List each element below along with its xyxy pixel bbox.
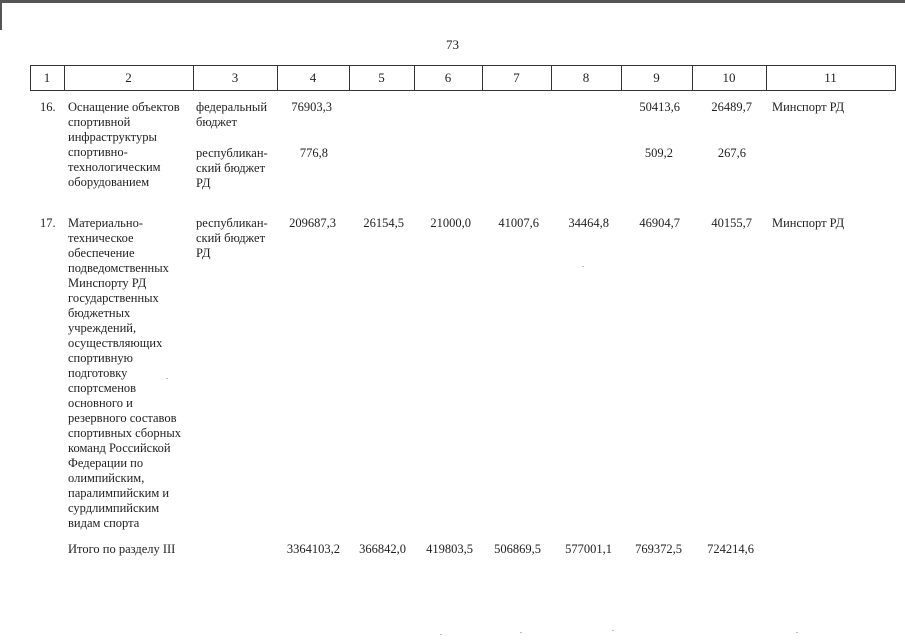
header-col-5: 5 [378,70,385,85]
total-c9: 769372,5 [635,542,682,556]
scan-top-edge [0,0,905,3]
header-col-1: 1 [43,70,51,85]
row-17-number: 17. [40,216,56,230]
row-16-source-republic: республикан- ский бюджет РД [196,146,268,190]
scan-speck [440,634,442,635]
row-17-name: Материально- техническое обеспечение подведомственных Минспорту РД государственных бюджетных учреждений, осуществляющих спортивную подготовку спортсменов основного и резервного составов спортивных сборных команд Российской Федерации по олимпийским, паралимпийским и сурдлимпийским видам спорта [68,216,181,530]
total-label: Итого по разделу III [68,542,176,556]
header-col-6: 6 [444,70,452,85]
row-16-number: 16. [40,100,56,114]
page-number: 73 [446,37,459,52]
header-col-10: 10 [722,70,736,85]
row-16-republic-c4: 776,8 [299,146,328,160]
row-17-c7: 41007,6 [498,216,539,230]
row-17-executor: Минспорт РД [772,216,845,230]
row-16-federal-c4: 76903,3 [291,100,332,114]
row-16-federal-c10: 26489,7 [711,100,752,114]
row-17-c6: 21000,0 [430,216,471,230]
row-17-source-republic: республикан- ский бюджет РД [196,216,268,260]
row-16-source-federal: федеральный бюджет [196,100,268,129]
row-16-name: Оснащение объектов спортивной инфраструктуры спортивно- технологическим оборудованием [68,100,180,189]
row-17-c8: 34464,8 [568,216,609,230]
header-col-11: 11 [824,70,837,85]
row-17-c4: 209687,3 [289,216,336,230]
header-col-8: 8 [582,70,590,85]
row-17-c5: 26154,5 [363,216,404,230]
total-c5: 366842,0 [359,542,406,556]
row-16-republic-c9: 509,2 [644,146,673,160]
header-col-9: 9 [653,70,660,85]
header-col-3: 3 [231,70,239,85]
scan-speck [166,378,168,379]
header-col-7: 7 [513,70,520,85]
scan-speck [796,632,798,633]
scan-speck [612,630,614,631]
row-17-c10: 40155,7 [711,216,752,230]
total-c4: 3364103,2 [286,542,340,556]
row-16-federal-c9: 50413,6 [639,100,680,114]
header-col-2: 2 [125,70,132,85]
row-16-executor: Минспорт РД [772,100,845,114]
row-16-republic-c10: 267,6 [717,146,746,160]
total-c8: 577001,1 [565,542,612,556]
scan-speck [520,632,522,633]
row-17-c9: 46904,7 [639,216,680,230]
header-divider [895,65,896,91]
header-col-4: 4 [309,70,317,85]
scan-left-edge [0,0,2,30]
total-c7: 506869,5 [494,542,541,556]
scan-speck [582,266,584,267]
total-c10: 724214,6 [707,542,754,556]
total-c6: 419803,5 [426,542,473,556]
